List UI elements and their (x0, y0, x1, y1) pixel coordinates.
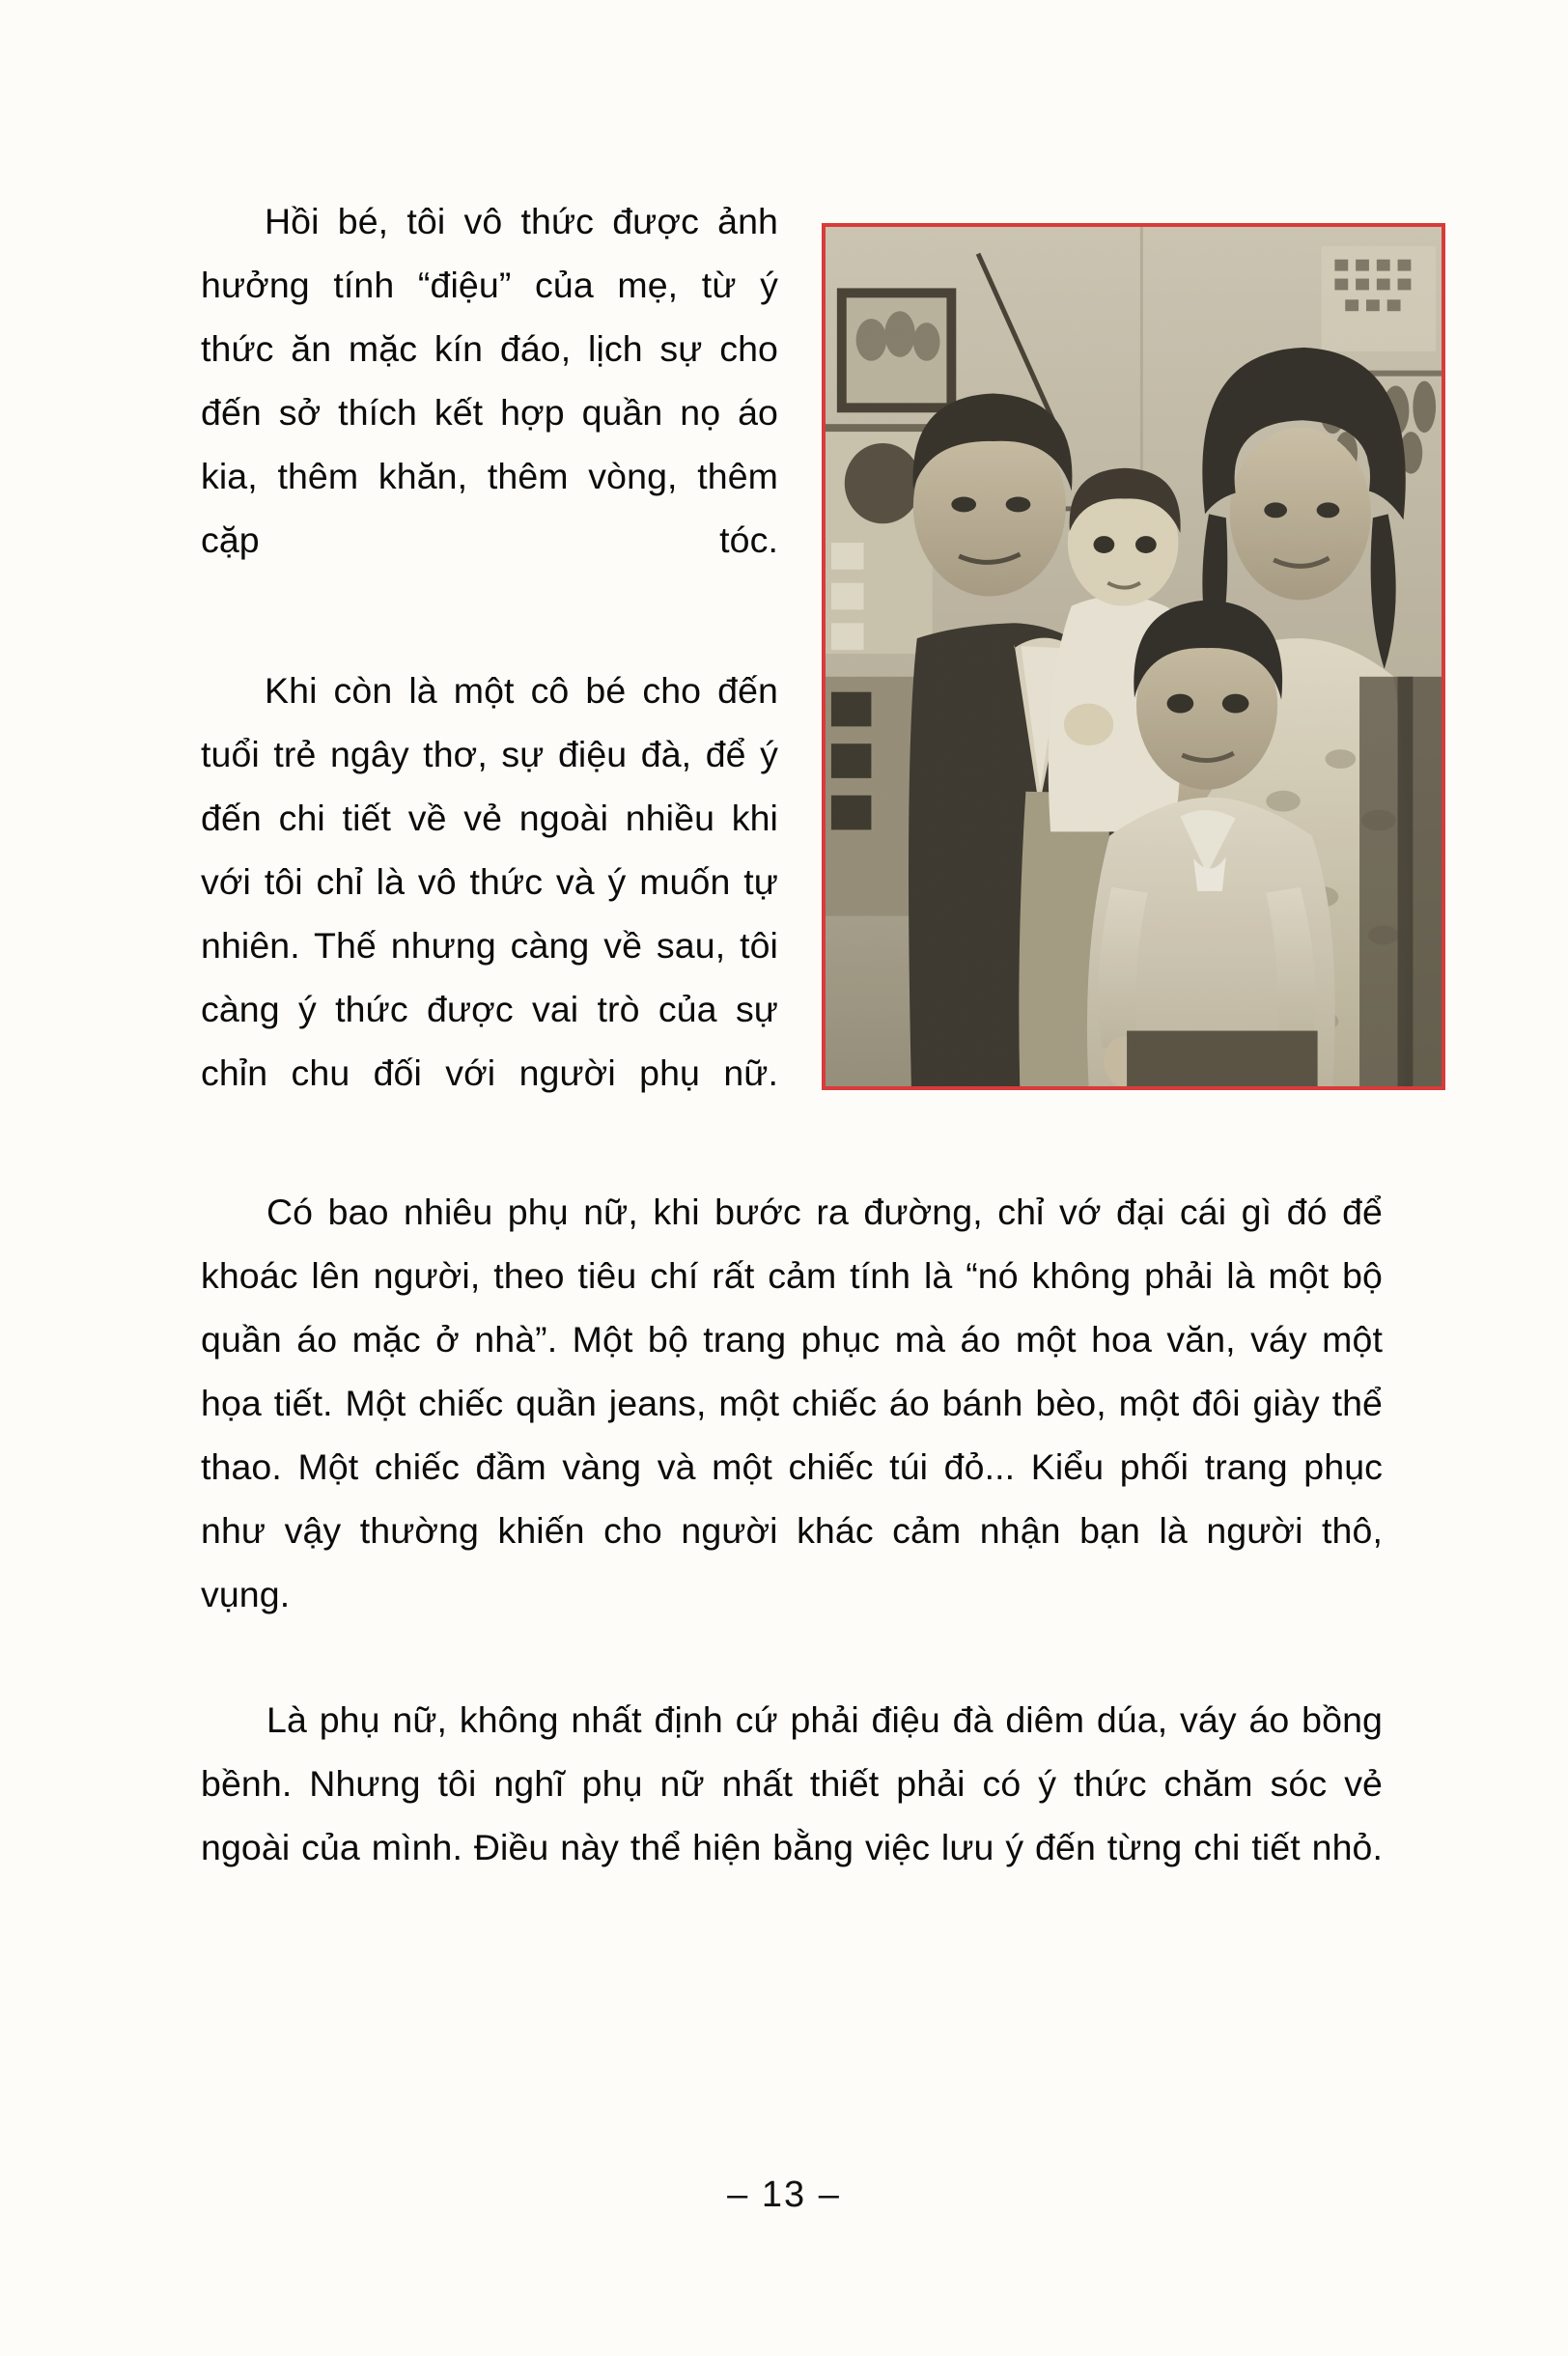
paragraph-3: Có bao nhiêu phụ nữ, khi bước ra đường, chỉ vớ đại cái gì đó để khoác lên người, theo tiêu chí rất cảm tính là “nó không phải là một bộ quần áo mặc ở nhà”. Một bộ trang phục mà áo một hoa văn, váy một họa tiết. Một chiếc quần jeans, một chiếc áo bánh bèo, một đôi giày thể thao. Một chiếc đầm vàng và một chiếc túi đỏ... Kiểu phối trang phục như vậy thường khiến cho người khác cảm nhận bạn là người thô, vụng. (201, 1192, 1383, 1614)
paragraph-2: Khi còn là một cô bé cho đến tuổi trẻ ngây thơ, sự điệu đà, để ý đến chi tiết về vẻ ngoài nhiều khi với tôi chỉ là vô thức và ý muốn tự nhiên. Thế nhưng càng về sau, tôi càng ý thức được vai trò của sự chỉn chu đối với người phụ nữ. (201, 670, 778, 1093)
page-number: – 13 – (727, 2174, 841, 2215)
family-photo (822, 223, 1445, 1090)
family-photo-image (826, 227, 1442, 1086)
full-text-block-2 (201, 1688, 1383, 1943)
paragraph-1: Hồi bé, tôi vô thức được ảnh hưởng tính “điệu” của mẹ, từ ý thức ăn mặc kín đáo, lịch sự cho đến sở thích kết hợp quần nọ áo kia, thêm khăn, thêm vòng, thêm cặp tóc. (201, 201, 778, 560)
narrow-text-column (201, 189, 778, 1168)
full-text-block-1 (201, 1180, 1383, 1690)
paragraph-4: Là phụ nữ, không nhất định cứ phải điệu đà diêm dúa, váy áo bồng bềnh. Nhưng tôi nghĩ phụ nữ nhất thiết phải có ý thức chăm sóc vẻ ngoài của mình. Điều này thể hiện bằng việc lưu ý đến từng chi tiết nhỏ. (201, 1699, 1383, 1867)
